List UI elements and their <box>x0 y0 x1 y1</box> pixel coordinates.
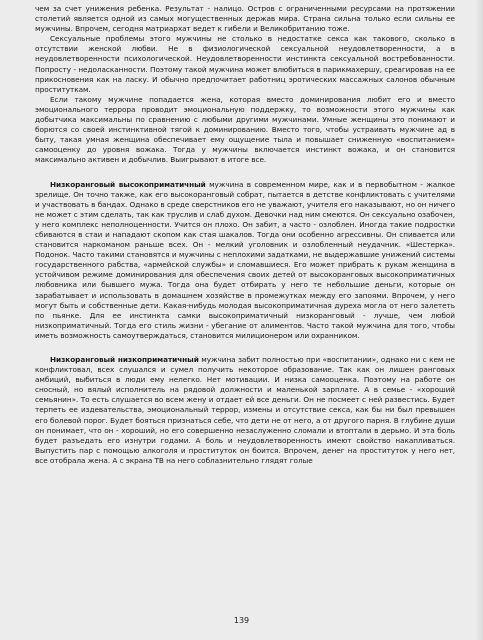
paragraph-low-rank-high-primacy <box>35 180 455 342</box>
paragraph-body: мужчина в современном мире, как и в первобытном - жалкое зрелище. Он точно также, как его высокоранговый собрат, пытается в детстве конфликтовать с учителями и участвовать в бандах. Однако в среде сверстников его не уважают, учителя его наказывают, но он ничего не может с этим сделать, так как труслив и слаб духом. Девочки над ним смеются. Он сексуально озабочен, у него комплекс неполноценности. Учится он плохо. Он забит, а часто - озлоблен. Иногда такие подростки сбиваются в стаи и нападают скопом как стая шакалов. Тогда они особенно агрессивны. Он спивается или становится наркоманом раньше всех. Он - мелкий уголовник и озлобленный неудачник. «Шестерка». Подонок. Часто такими становятся и мужчины с неплохими задатками, не выдержавшие унижений системы государственного рабства, «армейской службы» и сломавшиеся. Его может прибрать к рукам женщина в устойчивом режиме доминирования для обеспечения своих детей от высокоранговых высокоприматичных любовника или бывшего мужа. Тогда она будет отбирать у него те небольшие деньги, которые он зарабатывает и использовать в домашнем хозяйстве в промежутках между его запоями. Впрочем, у него могут быть и собственные дети. Какая-нибудь молодая высокоприматичная дуреха могла от него залететь по пьянке. Для ее инстинкта самки высокоприматичный низкоранговый - лучше, чем любой низкоприматичный. Тогда его стиль жизни - убегание от алиментов. Часто такой мужчина для того, чтобы иметь возможность самоутверждаться, становится милиционером или охранником. <box>35 179 455 340</box>
page-body-text <box>35 4 455 466</box>
paragraph-sexual-problems: Сексуальные проблемы этого мужчины не столько в недостатке секса как такового, сколько в отсутствии женской любви. Не в физиологической сексуальной неудовлетворенности, а в неудовлетворенности психологической. Неудовлетворенности инстинкта сексуальной востребованности. Попросту - недоласканности. Поэтому такой мужчина может влюбиться в парикмахершу, среагировав на ее прикосновения как на ласку. И обычно предпочитает работниц эротических массажных салонов обычным проституткам. <box>35 34 455 94</box>
paragraph-low-rank-low-primacy <box>35 355 455 466</box>
section-heading-low-rank-low-primacy: Низкоранговый низкоприматичный <box>50 355 199 364</box>
page-number: 139 <box>233 616 250 625</box>
page-edge-shadow <box>475 0 483 640</box>
paragraph-wife-support: Если такому мужчине попадается жена, которая вместо доминирования любит его и вместо эмоционального террора проводит эмоциональную поддержку, то возможности этого мужчины как добытчика максимальны по сравнению с любыми другими мужчинами. Умные женщины это понимают и борются со своей инстинктивной тягой к доминированию. Вместо того, чтобы устраивать мужчине ад в быту, такая умная женщина обеспечивает ему ощущение тыла и повышает сниженную «воспитанием» самооценку до уровня вожака. Тогда у мужчины включается инстинкт вожака, и он становится максимально активен и добычлив. Выигрывают в итоге все. <box>35 94 455 165</box>
section-heading-low-rank-high-primacy: Низкоранговый высокоприматичный <box>50 179 206 189</box>
paragraph-body: мужчина забит полностью при «воспитании», однако ни с кем не конфликтовал, всех слушался и сумел получить некоторое образование. Так как он лишен ранговых амбиций, выбиться в люди ему нелегко. Нет мотивации. И низка самооценка. Поэтому на работе он сносный, но вялый исполнитель на рядовой должности и маленькой зарплате. А в семье - «хороший семьянин». То есть слушается во всем жену и отдает ей все деньги. Он не посмеет с ней развестись. Будет терпеть ее издевательства, эмоциональный террор, измены и отсутствие секса, как бы ни был превышен его болевой порог. Будет бояться признаться себе, что дети не от него, а от другого парня. В глубине души он понимает, что он - хороший, но его совершенно незаслуженно сломали и втоптали в дерьмо. И эта боль будет разъедать его изнутри годами. А боль и неудовлетворенность имеют свойство накапливаться. Выпустить пар с помощью алкоголя и проституток он боится. Впрочем, денег на проституток у него нет, все отобрала жена. А с экрана ТВ на него соблазнительно глядят голые <box>35 355 455 465</box>
paragraph-continuation: чем за счет унижения ребенка. Результат - налицо. Остров с ограниченными ресурсами на протяжении столетий является одной из самых могущественных держав мира. Страна сильна только если сильны ее мужчины. Впрочем, сегодня матриархат ведет к гибели и Великобританию тоже. <box>35 4 455 34</box>
